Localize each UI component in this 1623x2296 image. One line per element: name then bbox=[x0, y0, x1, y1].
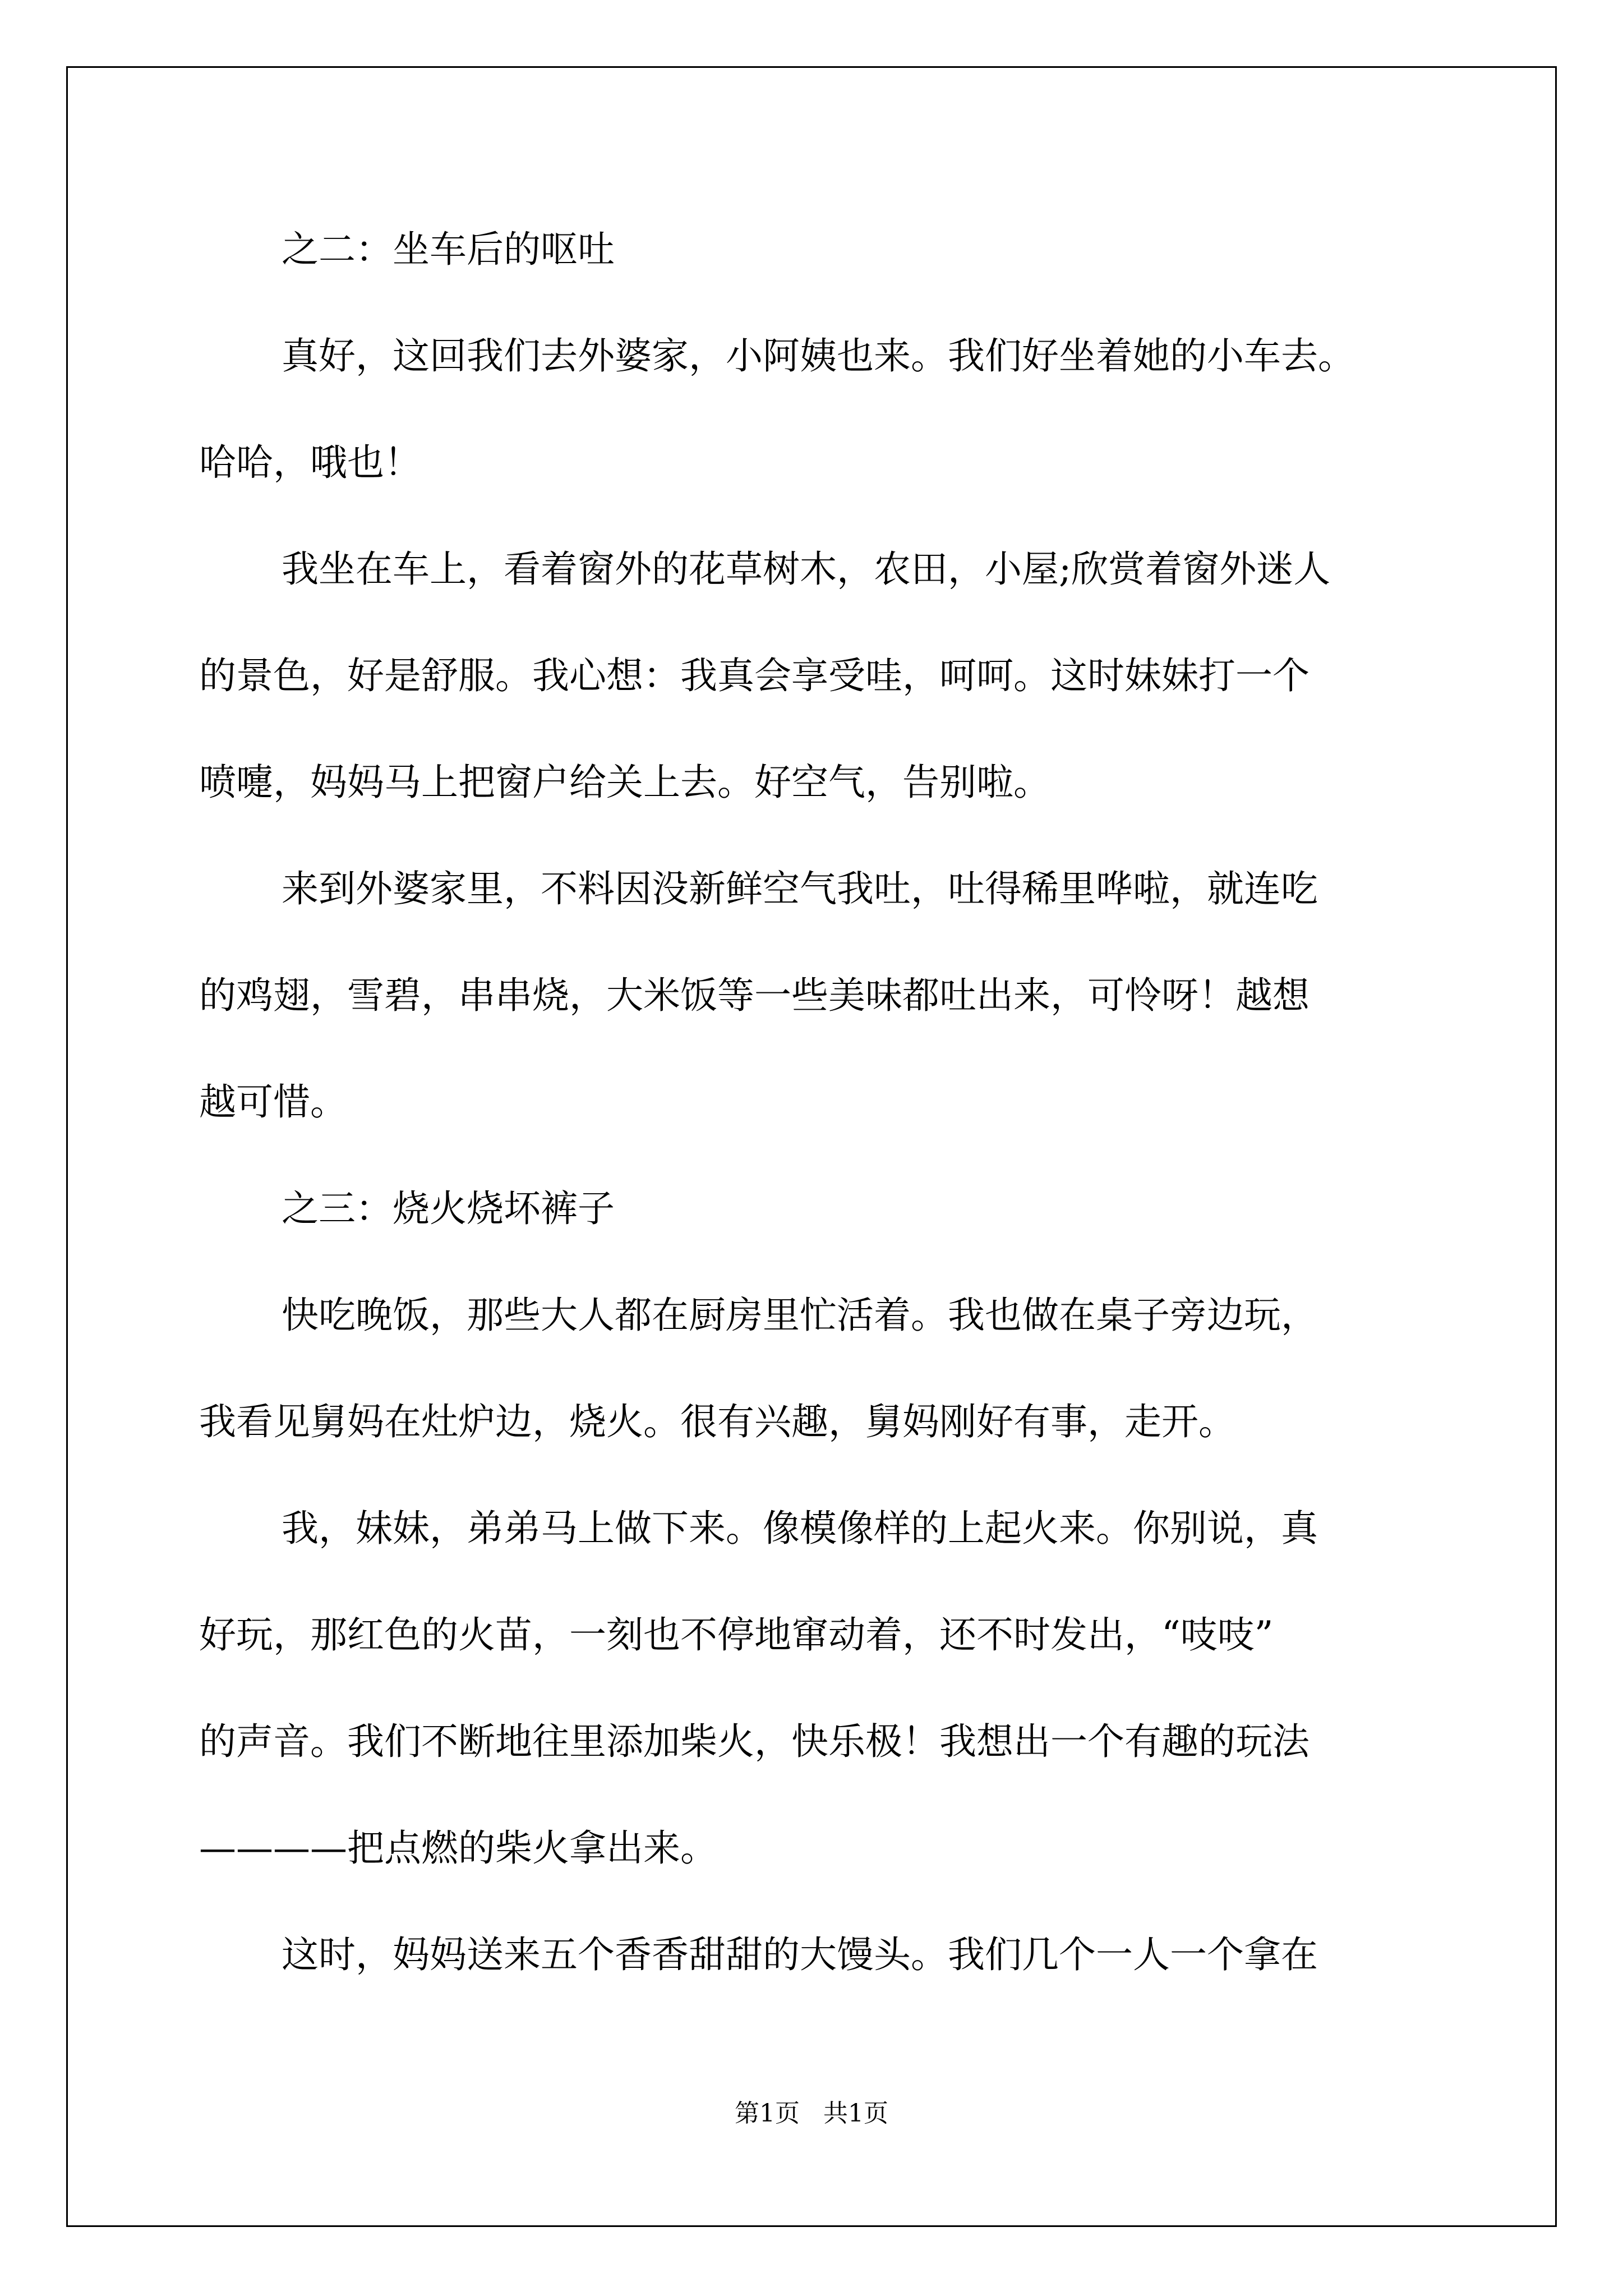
paragraph-line: 的鸡翅，雪碧，串串烧，大米饭等一些美味都吐出来，可怜呀！越想 bbox=[199, 974, 1310, 1017]
paragraph-line: 来到外婆家里，不料因没新鲜空气我吐，吐得稀里哗啦，就连吃 bbox=[282, 867, 1318, 910]
paragraph-line: ————把点燃的柴火拿出来。 bbox=[199, 1826, 717, 1870]
paragraph-line: 快吃晚饭，那些大人都在厨房里忙活着。我也做在桌子旁边玩， bbox=[282, 1294, 1318, 1337]
page-footer: 第1页 共1页 bbox=[735, 2099, 888, 2128]
paragraph-line: 真好，这回我们去外婆家，小阿姨也来。我们好坐着她的小车去。 bbox=[282, 334, 1355, 378]
paragraph-line: 我，妹妹，弟弟马上做下来。像模像样的上起火来。你别说，真 bbox=[282, 1507, 1318, 1550]
heading-part-two: 之二：坐车后的呕吐 bbox=[282, 228, 615, 271]
paragraph-line: 我看见舅妈在灶炉边，烧火。很有兴趣，舅妈刚好有事，走开。 bbox=[199, 1400, 1235, 1443]
paragraph-line: 好玩，那红色的火苗，一刻也不停地窜动着，还不时发出，“吱吱” bbox=[199, 1613, 1274, 1657]
paragraph-line: 我坐在车上，看着窗外的花草树木，农田，小屋;欣赏着窗外迷人 bbox=[282, 547, 1331, 591]
paragraph-line: 越可惜。 bbox=[199, 1080, 347, 1124]
page-border bbox=[66, 66, 1557, 2227]
paragraph-line: 的声音。我们不断地往里添加柴火，快乐极！我想出一个有趣的玩法 bbox=[199, 1720, 1310, 1763]
paragraph-line: 的景色，好是舒服。我心想：我真会享受哇，呵呵。这时妹妹打一个 bbox=[199, 654, 1310, 697]
paragraph-line: 哈哈，哦也！ bbox=[199, 441, 421, 484]
paragraph-line: 喷嚏，妈妈马上把窗户给关上去。好空气，告别啦。 bbox=[199, 761, 1050, 804]
heading-part-three: 之三：烧火烧坏裤子 bbox=[282, 1187, 615, 1230]
paragraph-line: 这时，妈妈送来五个香香甜甜的大馒头。我们几个一人一个拿在 bbox=[282, 1933, 1318, 1976]
